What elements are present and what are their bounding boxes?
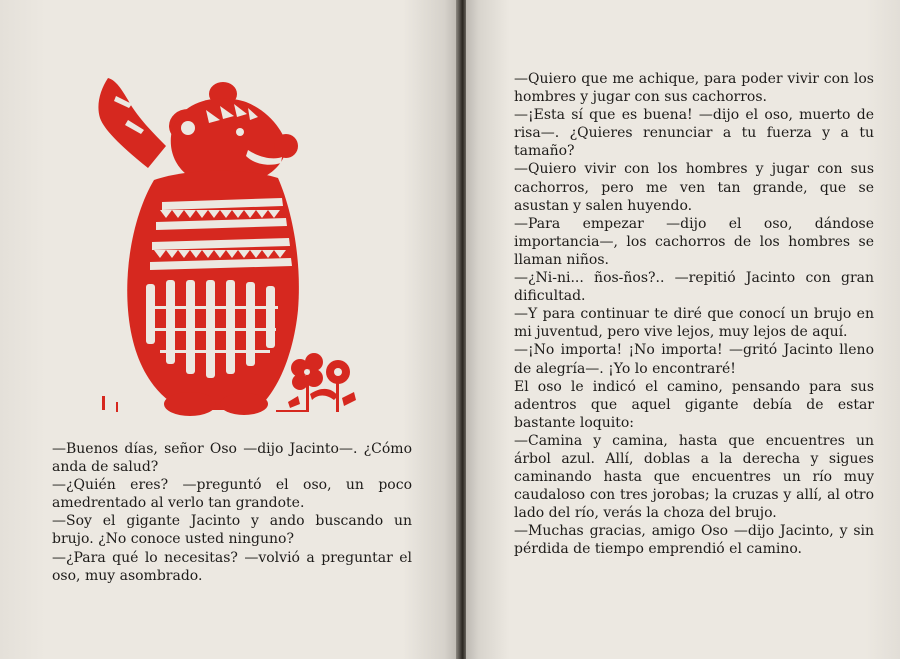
paragraph: —¿Para qué lo necesitas? —volvió a preguntar el oso, muy asombrado.: [52, 549, 412, 584]
bear-illustration: [88, 60, 388, 420]
paragraph: —Quiero vivir con los hombres y jugar con sus cachorros, pero me ven tan grande, que se asustan y salen huyendo.: [514, 161, 874, 214]
left-page-text: [52, 440, 412, 585]
paragraph: —¡Esta sí que es buena! —dijo el oso, muerto de risa—. ¿Quieres renunciar a tu fuerza y a tu tamaño?: [514, 107, 874, 160]
paragraph: —Camina y camina, hasta que encuentres un árbol azul. Allí, doblas a la derecha y sigues caminando hasta que encuentres un río muy caudaloso con tres jorobas; la cruzas y allí, al otro lado del río, verás la choza del brujo.: [514, 432, 874, 522]
paragraph: —¿Ni-ni... ños-ños?.. —repitió Jacinto con gran dificultad.: [514, 270, 874, 305]
flower-motif: [288, 353, 356, 412]
paragraph: —Quiero que me achique, para poder vivir con los hombres y jugar con sus cachorros.: [514, 71, 874, 106]
paragraph: —¡No importa! ¡No importa! —gritó Jacinto lleno de alegría—. ¡Yo lo encontraré!: [514, 342, 874, 377]
right-page: [466, 0, 900, 659]
right-page-text: [514, 70, 874, 559]
paragraph: —Muchas gracias, amigo Oso —dijo Jacinto, y sin pérdida de tiempo emprendió el camino.: [514, 523, 874, 558]
paragraph: El oso le indicó el camino, pensando para sus adentros que aquel gigante debía de estar bastante loquito:: [514, 378, 874, 431]
paragraph: —¿Quién eres? —preguntó el oso, un poco amedrentado al verlo tan grandote.: [52, 477, 412, 512]
paragraph: —Soy el gigante Jacinto y ando buscando un brujo. ¿No conoce usted ninguno?: [52, 513, 412, 548]
paragraph: —Buenos días, señor Oso —dijo Jacinto—. ¿Cómo anda de salud?: [52, 441, 412, 476]
paragraph: —Y para continuar te diré que conocí un brujo en mi juventud, pero vive lejos, muy lejos de aquí.: [514, 306, 874, 341]
paragraph: —Para empezar —dijo el oso, dándose importancia—, los cachorros de los hombres se llaman niños.: [514, 215, 874, 268]
